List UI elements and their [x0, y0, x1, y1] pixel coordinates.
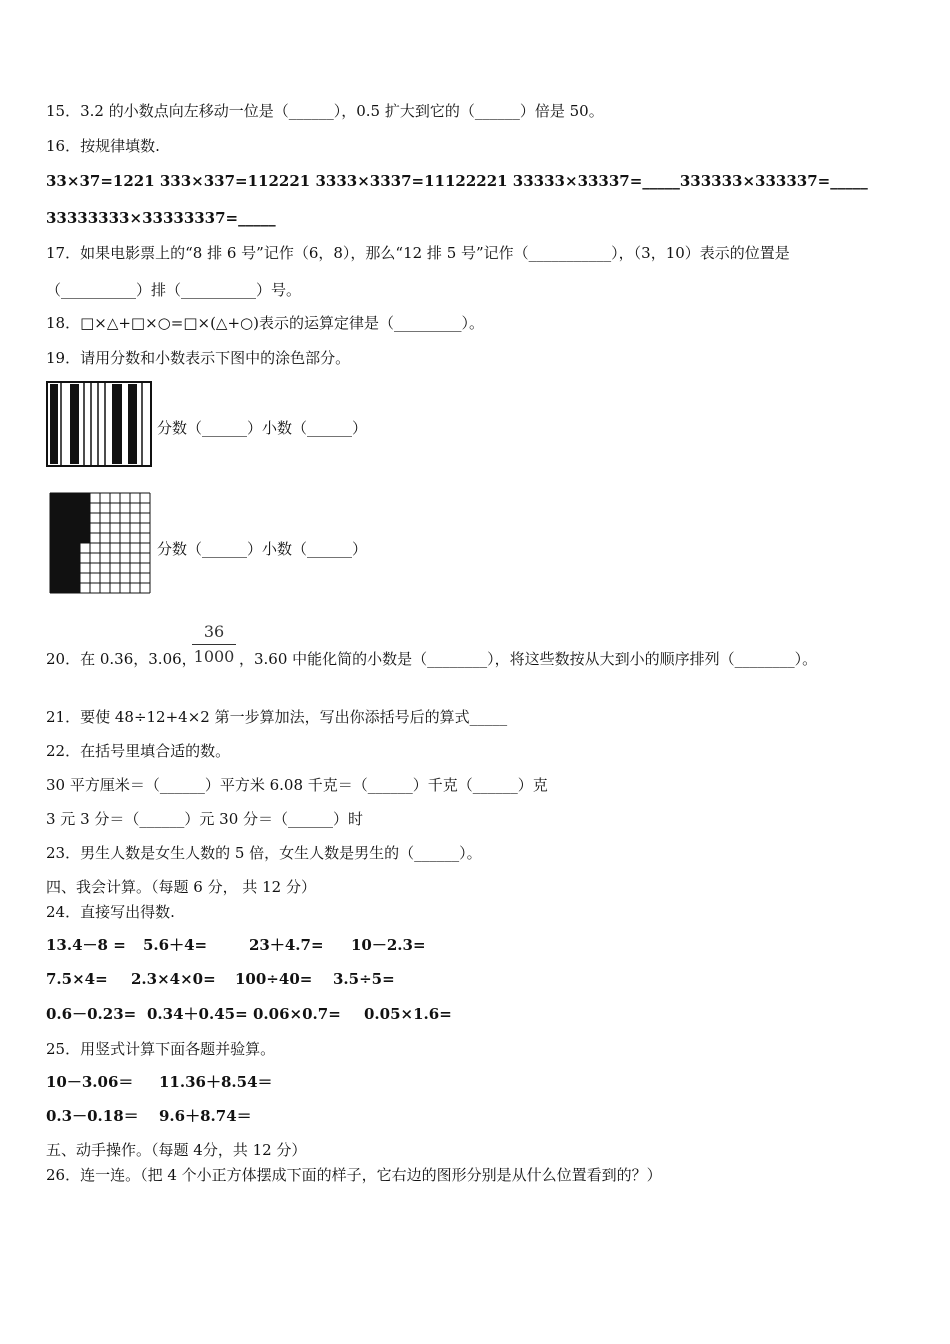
question-20-suffix: ，3.60 中能化简的小数是（________），将这些数按从大到小的顺序排列（________）。 [239, 650, 818, 668]
section-4-heading: 四、我会计算。（每题 6 分， 共 12 分） [46, 878, 316, 896]
question-16: 16．按规律填数. [46, 137, 160, 155]
calc-item: 0.05×1.6= [364, 1005, 452, 1023]
question-16-line-1: 33×37=1221 333×337=112221 3333×3337=11122221 33333×33337=_____333333×333337=_____ [46, 172, 868, 190]
question-22-line-1: 30 平方厘米＝（______）平方米 6.08 千克＝（______）千克（______）克 [46, 776, 548, 794]
question-19-figure-2-answer: 分数（______）小数（______） [157, 540, 368, 558]
question-17-line-2: （__________）排（__________）号。 [46, 281, 302, 299]
question-24: 24．直接写出得数. [46, 903, 175, 921]
fraction-bar [192, 644, 236, 645]
shaded-strip [50, 384, 58, 464]
question-21: 21．要使 48÷12+4×2 第一步算加法，写出你添括号后的算式_____ [46, 708, 508, 726]
question-16-line-2: 33333333×33333337=_____ [46, 209, 276, 227]
question-18: 18．□×△+□×○=□×(△+○)表示的运算定律是（_________）。 [46, 314, 484, 332]
shaded-strip [112, 384, 122, 464]
calc-item: 11.36＋8.54＝ [159, 1073, 273, 1091]
calc-item: 13.4－8 = [46, 936, 126, 954]
question-19: 19．请用分数和小数表示下图中的涂色部分。 [46, 349, 351, 367]
question-15: 15．3.2 的小数点向左移动一位是（______），0.5 扩大到它的（______）倍是 50。 [46, 102, 604, 120]
question-25: 25．用竖式计算下面各题并验算。 [46, 1040, 276, 1058]
question-22-line-2: 3 元 3 分＝（______）元 30 分＝（______）时 [46, 810, 364, 828]
fraction-denominator: 1000 [193, 647, 235, 666]
calc-item: 0.06×0.7= [253, 1005, 341, 1023]
fraction-36-over-1000 [192, 622, 236, 667]
shaded-strip [70, 384, 79, 464]
calc-item: 7.5×4= [46, 970, 108, 988]
calc-item: 100÷40= [235, 970, 313, 988]
calc-item: 23＋4.7= [249, 936, 324, 954]
calc-item: 9.6＋8.74＝ [159, 1107, 252, 1125]
section-5-heading: 五、动手操作。（每题 4分，共 12 分） [46, 1141, 307, 1159]
question-26: 26．连一连。（把 4 个小正方体摆成下面的样子，它右边的图形分别是从什么位置看到的？） [46, 1166, 662, 1184]
fraction-numerator: 36 [203, 622, 225, 641]
calc-item: 5.6＋4= [143, 936, 208, 954]
calc-item: 10－2.3= [351, 936, 426, 954]
calc-item: 0.6－0.23= [46, 1005, 137, 1023]
calc-item: 10－3.06＝ [46, 1073, 134, 1091]
calc-item: 0.3－0.18＝ [46, 1107, 139, 1125]
question-23: 23．男生人数是女生人数的 5 倍，女生人数是男生的（______）。 [46, 844, 482, 862]
calc-item: 3.5÷5= [333, 970, 395, 988]
shaded-strip [128, 384, 137, 464]
question-20-prefix: 20．在 0.36，3.06， [46, 650, 197, 668]
calc-item: 2.3×4×0= [131, 970, 216, 988]
striped-bar-figure [46, 381, 152, 467]
hundred-grid-figure [48, 491, 152, 595]
question-19-figure-1-answer: 分数（______）小数（______） [157, 419, 368, 437]
question-22: 22．在括号里填合适的数。 [46, 742, 231, 760]
calc-item: 0.34＋0.45= [147, 1005, 248, 1023]
question-17-line-1: 17．如果电影票上的“8 排 6 号”记作（6，8），那么“12 排 5 号”记作（___________），（3，10）表示的位置是 [46, 244, 790, 262]
